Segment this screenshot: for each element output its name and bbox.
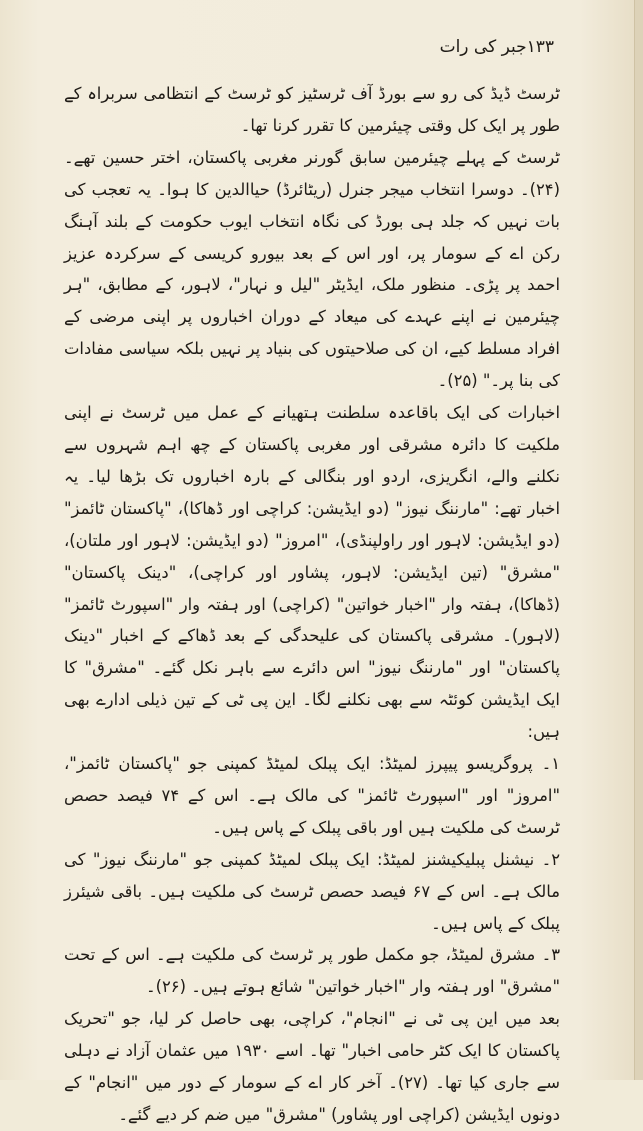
list-item-progressive-papers: ۱۔ پروگریسو پیپرز لمیٹڈ: ایک پبلک لمیٹڈ کمپنی جو "پاکستان ٹائمز"، "امروز" اور "اسپورٹ ٹائمز" کی مالک ہے۔ اس کے ۷۴ فیصد حصص ٹرسٹ کی ملکیت ہیں اور باقی پبلک کے پاس ہیں۔ bbox=[64, 754, 560, 837]
paragraph-trust-deed: ٹرسٹ ڈیڈ کی رو سے بورڈ آف ٹرسٹیز کو ٹرسٹ کے انتظامی سربراہ کے طور پر ایک کل وقتی چیئرمین کا تقرر کرنا تھا۔ bbox=[64, 84, 560, 135]
paragraph-newspapers: اخبارات کی ایک باقاعدہ سلطنت ہتھیانے کے عمل میں ٹرسٹ نے اپنی ملکیت کا دائرہ مشرقی اور مغربی پاکستان کے چھ اہم شہروں سے نکلنے والے، انگریزی، اردو اور بنگالی کے بارہ اخباروں تک بڑھا لیا۔ یہ اخبار تھے: "مارننگ نیوز" (دو ایڈیشن: کراچی اور ڈھاکا)، "پاکستان ٹائمز" (دو ایڈیشن: لاہور اور راولپنڈی)، "امروز" (دو ایڈیشن: لاہور اور ملتان)، "مشرق" (تین ایڈیشن: لاہور، پشاور اور کراچی)، "دینک پاکستان" (ڈھاکا)، ہفتہ وار "اخبار خواتین" (کراچی) اور ہفتہ وار "اسپورٹ ٹائمز" (لاہور)۔ مشرقی پاکستان کی علیحدگی کے بعد ڈھاکے کے اخبار "دینک پاکستان" اور "مارننگ نیوز" اس دائرے سے باہر نکل گئے۔ "مشرق" کا ایک ایڈیشن کوئٹہ سے بھی نکلنے لگا۔ این پی ٹی کے تین ذیلی ادارے بھی ہیں: bbox=[64, 403, 560, 742]
paragraph-chairmen: ٹرسٹ کے پہلے چیئرمین سابق گورنر مغربی پاکستان، اختر حسین تھے۔ (۲۴)۔ دوسرا انتخاب میجر جنرل (ریٹائرڈ) حیاالدین کا ہوا۔ یہ تعجب کی بات نہیں کہ جلد ہی بورڈ کی نگاہ انتخاب ایوب حکومت کے بلند آہنگ رکن اے کے سومار پر، اور اس کے بعد بیورو کریسی کے سرکردہ عزیز احمد پر پڑی۔ منظور ملک، ایڈیٹر "لیل و نہار"، لاہور، کے مطابق، "ہر چیئرمین نے اپنے عہدے کی میعاد کے دوران اخباروں پر اپنی مرضی کے افراد مسلط کیے، ان کی صلاحیتوں کی بنیاد پر نہیں بلکہ سیاسی مفادات کی بنا پر۔" (۲۵)۔ bbox=[64, 147, 560, 391]
list-item-mashriq-limited: ۳۔ مشرق لمیٹڈ، جو مکمل طور پر ٹرسٹ کی ملکیت ہے۔ اس کے تحت "مشرق" اور ہفتہ وار "اخبار خواتین" شائع ہوتے ہیں۔ (۲۶)۔ bbox=[64, 945, 560, 997]
page-edge bbox=[634, 0, 643, 1080]
page-body bbox=[64, 78, 560, 1131]
paragraph-anjam: بعد میں این پی ٹی نے "انجام"، کراچی، بھی حاصل کر لیا، جو "تحریک پاکستان کا ایک کٹر حامی اخبار" تھا۔ اسے ۱۹۳۰ میں عثمان آزاد نے دہلی سے جاری کیا تھا۔ (۲۷)۔ آخر کار اے کے سومار کے دور میں "انجام" کے دونوں ایڈیشن (کراچی اور پشاور) "مشرق" میں ضم کر دیے گئے۔ bbox=[64, 1009, 560, 1124]
running-header bbox=[64, 34, 554, 60]
list-item-national-publications: ۲۔ نیشنل پبلیکیشنز لمیٹڈ: ایک پبلک لمیٹڈ کمپنی جو "مارننگ نیوز" کی مالک ہے۔ اس کے ۶۷ فیصد حصص ٹرسٹ کی ملکیت ہیں۔ باقی شیئرز پبلک کے پاس ہیں۔ bbox=[64, 849, 560, 933]
page-number: ۱۳۳ bbox=[526, 37, 554, 57]
book-title: جبر کی رات bbox=[439, 37, 527, 57]
